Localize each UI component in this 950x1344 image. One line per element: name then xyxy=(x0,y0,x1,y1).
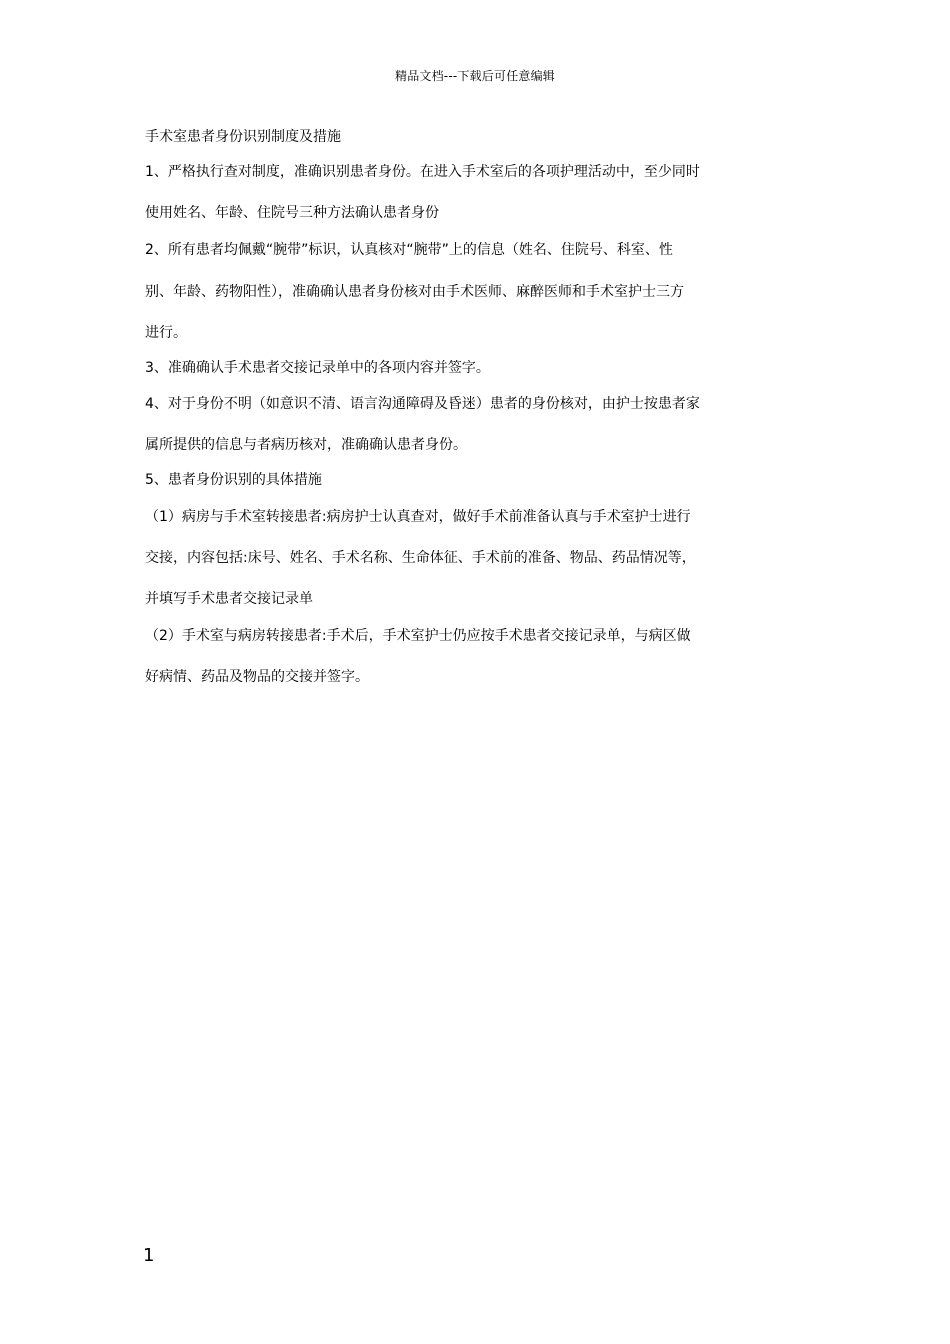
paragraph-2-line-3: 进行。 xyxy=(145,325,187,341)
paragraph-7-line-1: （2）手术室与病房转接患者:手术后，手术室护士仍应按手术患者交接记录单，与病区做 xyxy=(145,628,691,644)
paragraph-1-line-2: 使用姓名、年龄、住院号三种方法确认患者身份 xyxy=(145,205,439,221)
page-header: 精品文档---下载后可任意编辑 xyxy=(395,69,555,83)
paragraph-4-line-1: 4、对于身份不明（如意识不清、语言沟通障碍及昏迷）患者的身份核对，由护士按患者家 xyxy=(145,396,700,412)
paragraph-6-line-2: 交接，内容包括:床号、姓名、手术名称、生命体征、手术前的准备、物品、药品情况等， xyxy=(145,550,696,566)
paragraph-2-line-1: 2、所有患者均佩戴“腕带”标识，认真核对“腕带”上的信息（姓名、住院号、科室、性 xyxy=(145,242,673,258)
page-number: 1 xyxy=(143,1245,155,1266)
paragraph-4-line-2: 属所提供的信息与者病历核对，准确确认患者身份。 xyxy=(145,437,467,453)
document-title: 手术室患者身份识别制度及措施 xyxy=(145,129,341,145)
paragraph-6-line-1: （1）病房与手术室转接患者:病房护士认真查对，做好手术前准备认真与手术室护士进行 xyxy=(145,509,691,525)
paragraph-5-line-1: 5、患者身份识别的具体措施 xyxy=(145,472,322,488)
paragraph-7-line-2: 好病情、药品及物品的交接并签字。 xyxy=(145,669,369,685)
paragraph-3-line-1: 3、准确确认手术患者交接记录单中的各项内容并签字。 xyxy=(145,360,490,376)
paragraph-2-line-2: 别、年龄、药物阳性），准确确认患者身份核对由手术医师、麻醉医师和手术室护士三方 xyxy=(145,284,684,300)
paragraph-6-line-3: 并填写手术患者交接记录单 xyxy=(145,591,313,607)
paragraph-1-line-1: 1、严格执行查对制度，准确识别患者身份。在进入手术室后的各项护理活动中，至少同时 xyxy=(145,164,700,180)
